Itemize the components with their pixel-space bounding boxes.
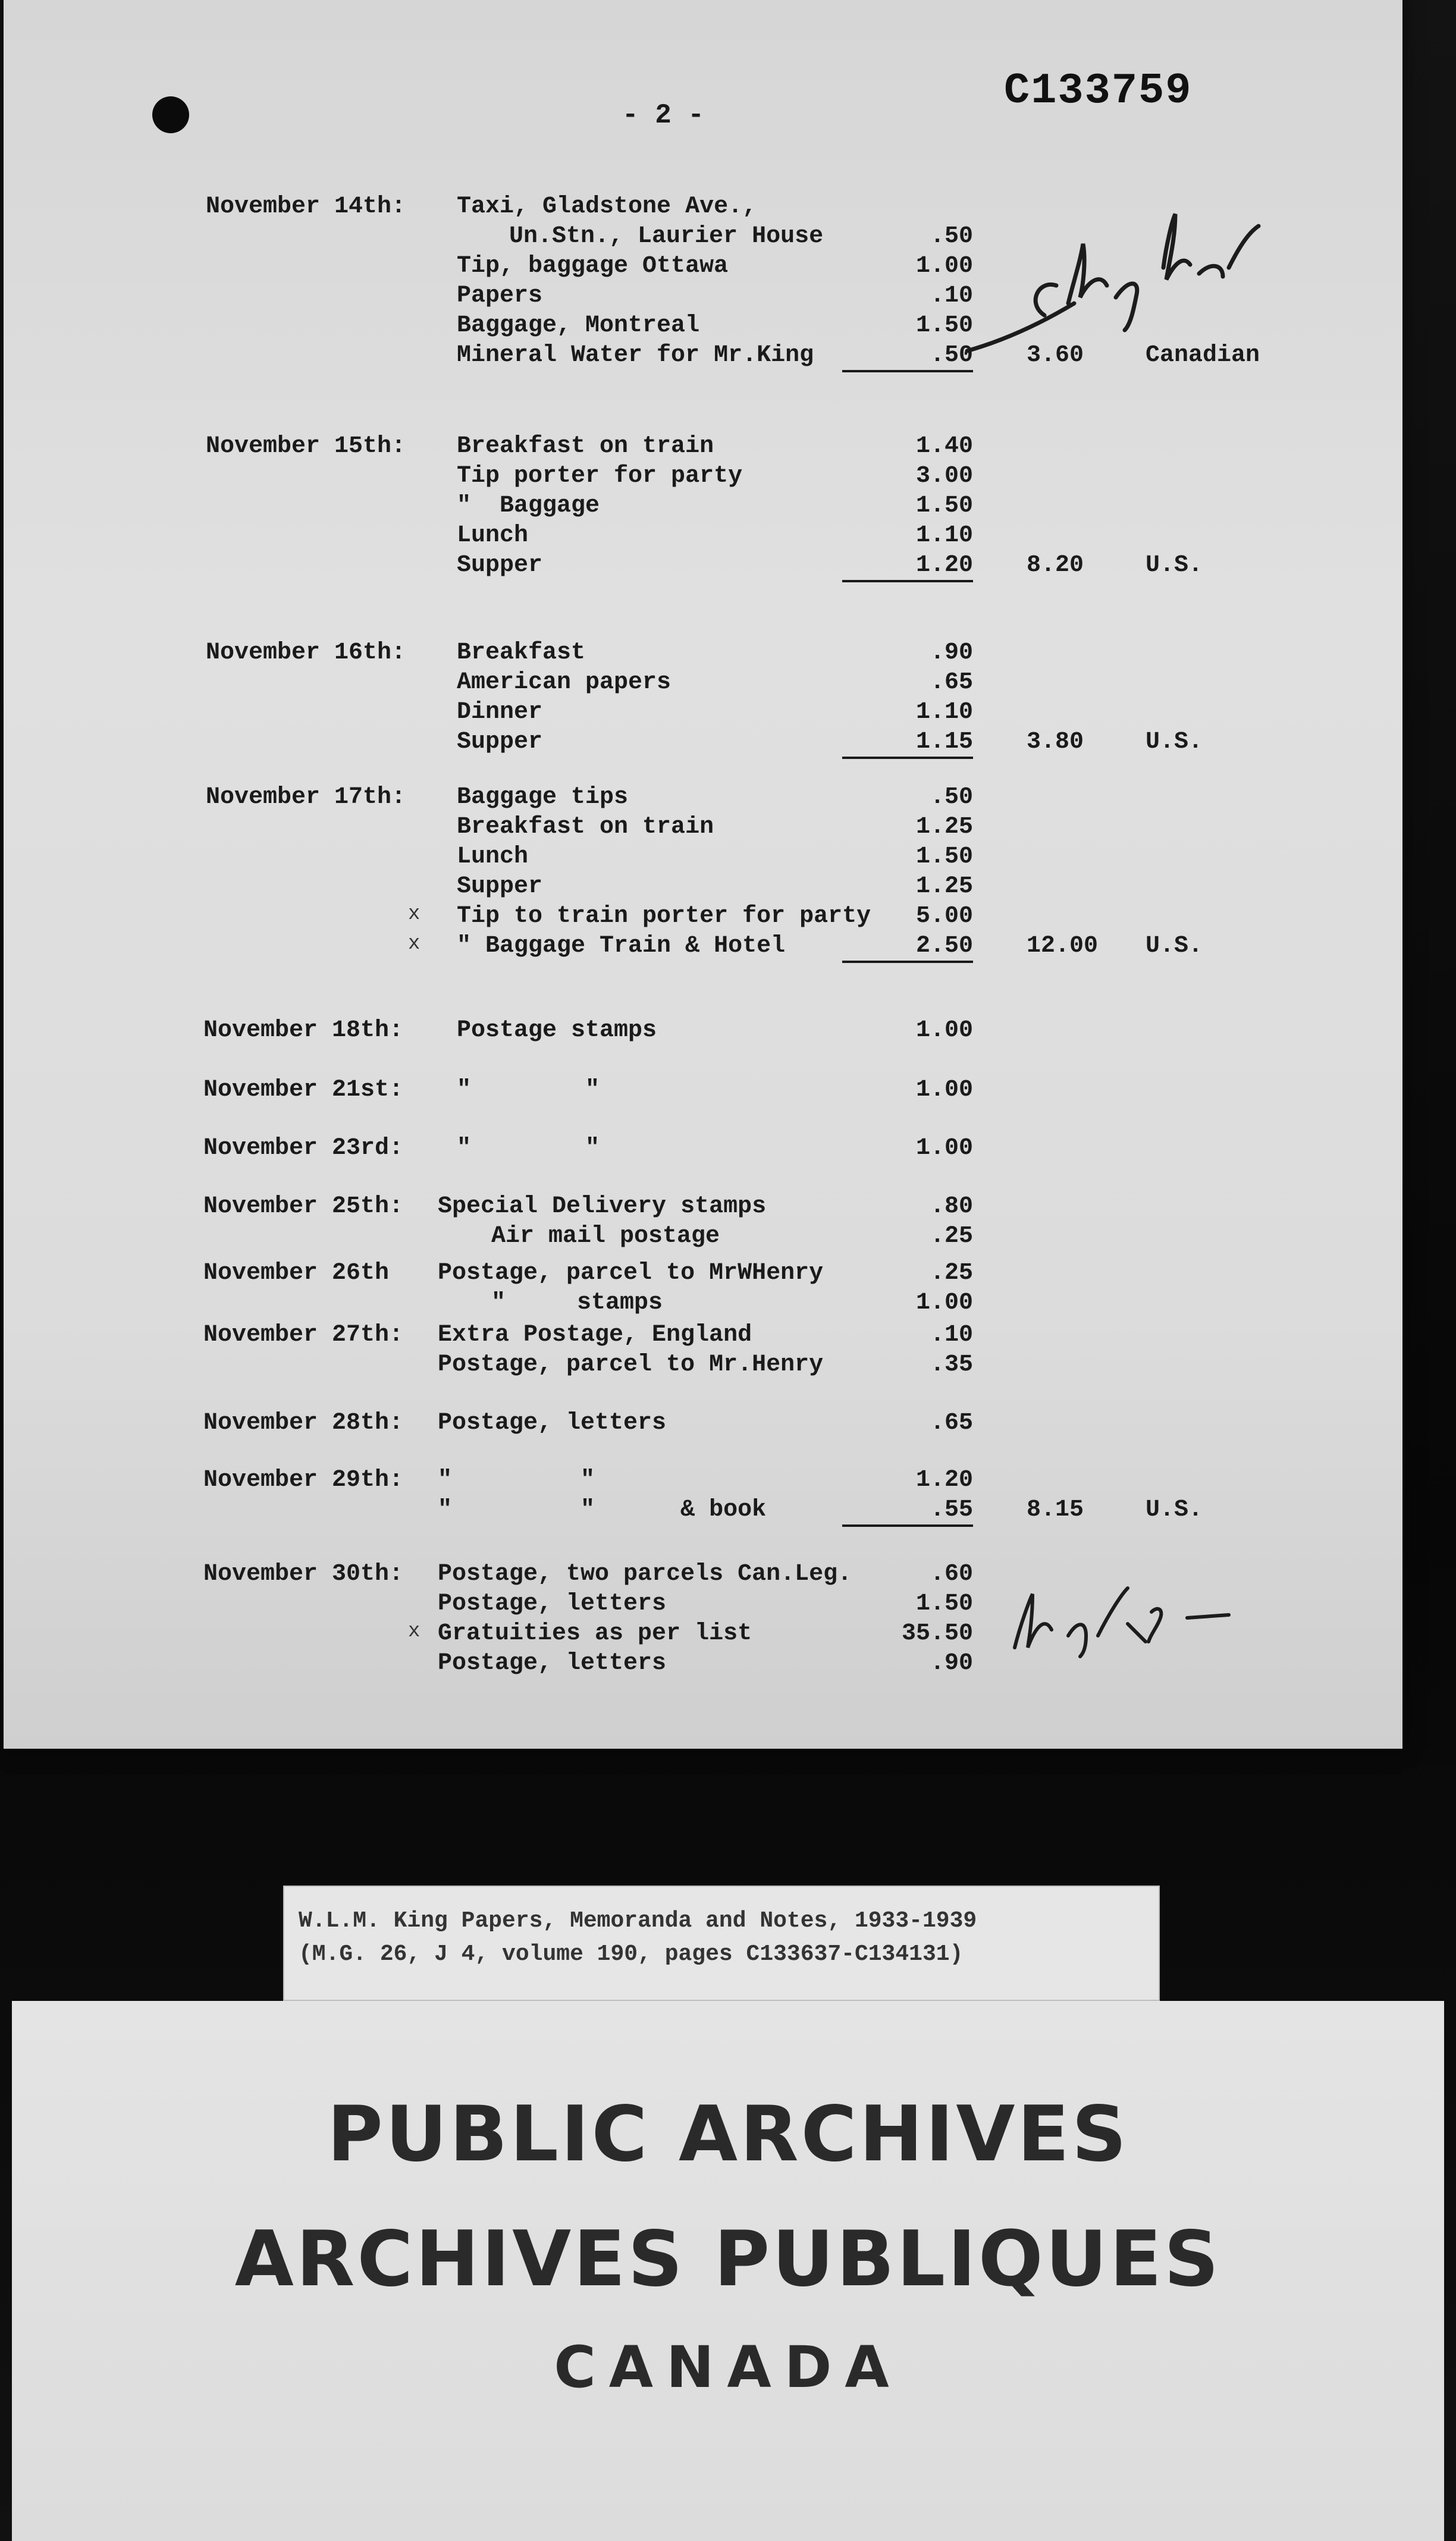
entry-description: " stamps (491, 1290, 663, 1316)
entry-amount: .90 (930, 1650, 973, 1677)
check-mark: x (408, 903, 421, 926)
ledger-row (4, 814, 1402, 843)
day-total: 3.60 (1027, 342, 1084, 369)
ledger-row (4, 1017, 1402, 1047)
entry-description: " " (457, 1077, 600, 1103)
entry-date: November 25th: (203, 1193, 404, 1220)
entry-description: Dinner (457, 699, 543, 726)
ledger-row (4, 1223, 1402, 1253)
entry-description: Postage stamps (457, 1017, 657, 1044)
entry-description: Air mail postage (491, 1223, 720, 1250)
entry-description: Tip to train porter for party (457, 903, 871, 930)
ledger-row (4, 1497, 1402, 1526)
ledger-row (4, 522, 1402, 552)
entry-amount: .65 (930, 669, 973, 696)
ledger-page (4, 0, 1402, 1749)
entry-amount: .50 (930, 784, 973, 811)
day-total: 8.20 (1027, 552, 1084, 579)
ledger-row (4, 492, 1402, 522)
entry-date: November 14th: (206, 193, 406, 220)
entry-description: Taxi, Gladstone Ave., (457, 193, 757, 220)
entry-date: November 27th: (203, 1322, 404, 1348)
entry-description: Postage, letters (438, 1410, 667, 1436)
ledger-row (4, 729, 1402, 758)
entry-description: Lunch (457, 522, 529, 549)
entry-date: November 29th: (203, 1467, 404, 1494)
entry-date: November 17th: (206, 784, 406, 811)
ledger-row (4, 1290, 1402, 1319)
entry-description: Papers (457, 283, 543, 309)
archive-label-line-1: W.L.M. King Papers, Memoranda and Notes, 1933-1939 (299, 1908, 977, 1934)
entry-amount: .35 (930, 1351, 973, 1378)
entry-amount: .10 (930, 283, 973, 309)
entry-date: November 28th: (203, 1410, 404, 1436)
archive-reference-number: C133759 (1004, 67, 1193, 115)
entry-date: November 30th: (203, 1561, 404, 1588)
entry-amount: 1.20 (915, 1467, 973, 1494)
entry-amount: 1.50 (915, 312, 973, 339)
entry-description: Breakfast (457, 639, 586, 666)
entry-date: November 26th (203, 1260, 390, 1287)
entry-description: Postage, letters (438, 1591, 667, 1617)
entry-description: Postage, parcel to MrWHenry (438, 1260, 824, 1287)
ledger-row (4, 933, 1402, 962)
entry-description: Special Delivery stamps (438, 1193, 767, 1220)
ledger-row (4, 873, 1402, 903)
card-title-canada: CANADA (554, 2334, 902, 2401)
ledger-row (4, 433, 1402, 463)
entry-description: Breakfast on train (457, 433, 714, 460)
entry-amount: 1.00 (915, 1017, 973, 1044)
currency-label: Canadian (1146, 342, 1260, 369)
entry-description: Supper (457, 729, 543, 755)
ledger-row (4, 552, 1402, 582)
card-title-english: PUBLIC ARCHIVES (327, 2090, 1129, 2179)
ledger-row (4, 784, 1402, 814)
ledger-row (4, 639, 1402, 669)
currency-label: U.S. (1146, 729, 1203, 755)
ledger-row (4, 1260, 1402, 1290)
archive-label-line-2: (M.G. 26, J 4, volume 190, pages C133637-C134131) (299, 1941, 964, 1967)
entry-amount: 5.00 (915, 903, 973, 930)
entry-amount: .25 (930, 1223, 973, 1250)
ledger-row (4, 1077, 1402, 1106)
page-number: - 2 - (622, 100, 705, 131)
entry-description: " Baggage (457, 492, 600, 519)
ledger-row (4, 463, 1402, 492)
entry-description: American papers (457, 669, 671, 696)
entry-description: " " (457, 1135, 600, 1162)
entry-amount: 1.00 (915, 1135, 973, 1162)
archive-label-strip (283, 1886, 1160, 2001)
entry-description: Baggage tips (457, 784, 629, 811)
entry-amount: .60 (930, 1561, 973, 1588)
day-total: 12.00 (1027, 933, 1099, 959)
entry-amount: 35.50 (901, 1620, 973, 1647)
entry-date: November 15th: (206, 433, 406, 460)
check-mark: x (408, 1620, 421, 1643)
entry-amount: .80 (930, 1193, 973, 1220)
currency-label: U.S. (1146, 552, 1203, 579)
entry-date: November 23rd: (203, 1135, 404, 1162)
entry-amount: 1.10 (915, 522, 973, 549)
entry-amount: .65 (930, 1410, 973, 1436)
entry-description: Supper (457, 552, 543, 579)
day-total: 3.80 (1027, 729, 1084, 755)
entry-description: " Baggage Train & Hotel (457, 933, 786, 959)
entry-amount: 1.00 (915, 253, 973, 280)
entry-description: " " (438, 1467, 595, 1494)
ledger-row (4, 903, 1402, 933)
entry-amount: 1.00 (915, 1077, 973, 1103)
entry-amount: 1.20 (842, 552, 973, 582)
ledger-row (4, 1322, 1402, 1351)
entry-description: Baggage, Montreal (457, 312, 700, 339)
entry-amount: 3.00 (915, 463, 973, 490)
handwritten-note-chq (955, 202, 1276, 375)
archives-card (12, 2001, 1444, 2541)
entry-description: Breakfast on train (457, 814, 714, 840)
entry-amount: .50 (842, 342, 973, 372)
entry-description: Postage, two parcels Can.Leg. (438, 1561, 852, 1588)
entry-amount: .50 (930, 223, 973, 250)
entry-description: Supper (457, 873, 543, 900)
entry-description: Lunch (457, 843, 529, 870)
entry-description: Mineral Water for Mr.King (457, 342, 814, 369)
entry-description: " " & book (438, 1497, 767, 1523)
entry-amount: .90 (930, 639, 973, 666)
card-title-french: ARCHIVES PUBLIQUES (234, 2215, 1222, 2304)
punch-hole (152, 96, 189, 133)
ledger-row (4, 1193, 1402, 1223)
entry-amount: 1.50 (915, 492, 973, 519)
currency-label: U.S. (1146, 1497, 1203, 1523)
entry-description: Extra Postage, England (438, 1322, 752, 1348)
entry-amount: 2.50 (842, 933, 973, 963)
entry-amount: 1.25 (915, 814, 973, 840)
entry-amount: 1.50 (915, 843, 973, 870)
ledger-row (4, 1135, 1402, 1165)
entry-description: Postage, parcel to Mr.Henry (438, 1351, 824, 1378)
entry-date: November 21st: (203, 1077, 404, 1103)
entry-amount: 1.50 (915, 1591, 973, 1617)
entry-description: Un.Stn., Laurier House (509, 223, 824, 250)
entry-description: Tip, baggage Ottawa (457, 253, 729, 280)
ledger-row (4, 669, 1402, 699)
entry-description: Gratuities as per list (438, 1620, 752, 1647)
entry-amount: 1.40 (915, 433, 973, 460)
entry-amount: 1.10 (915, 699, 973, 726)
ledger-row (4, 1351, 1402, 1381)
entry-amount: .10 (930, 1322, 973, 1348)
ledger-row (4, 843, 1402, 873)
check-mark: x (408, 933, 421, 955)
entry-amount: 1.25 (915, 873, 973, 900)
entry-amount: .25 (930, 1260, 973, 1287)
handwritten-note-bottom (1009, 1582, 1235, 1665)
currency-label: U.S. (1146, 933, 1203, 959)
entry-date: November 18th: (203, 1017, 404, 1044)
ledger-row (4, 1410, 1402, 1439)
ledger-row (4, 1467, 1402, 1497)
entry-amount: 1.15 (842, 729, 973, 759)
entry-description: Tip porter for party (457, 463, 743, 490)
day-total: 8.15 (1027, 1497, 1084, 1523)
entry-date: November 16th: (206, 639, 406, 666)
entry-description: Postage, letters (438, 1650, 667, 1677)
ledger-row (4, 699, 1402, 729)
entry-amount: .55 (842, 1497, 973, 1527)
entry-amount: 1.00 (915, 1290, 973, 1316)
